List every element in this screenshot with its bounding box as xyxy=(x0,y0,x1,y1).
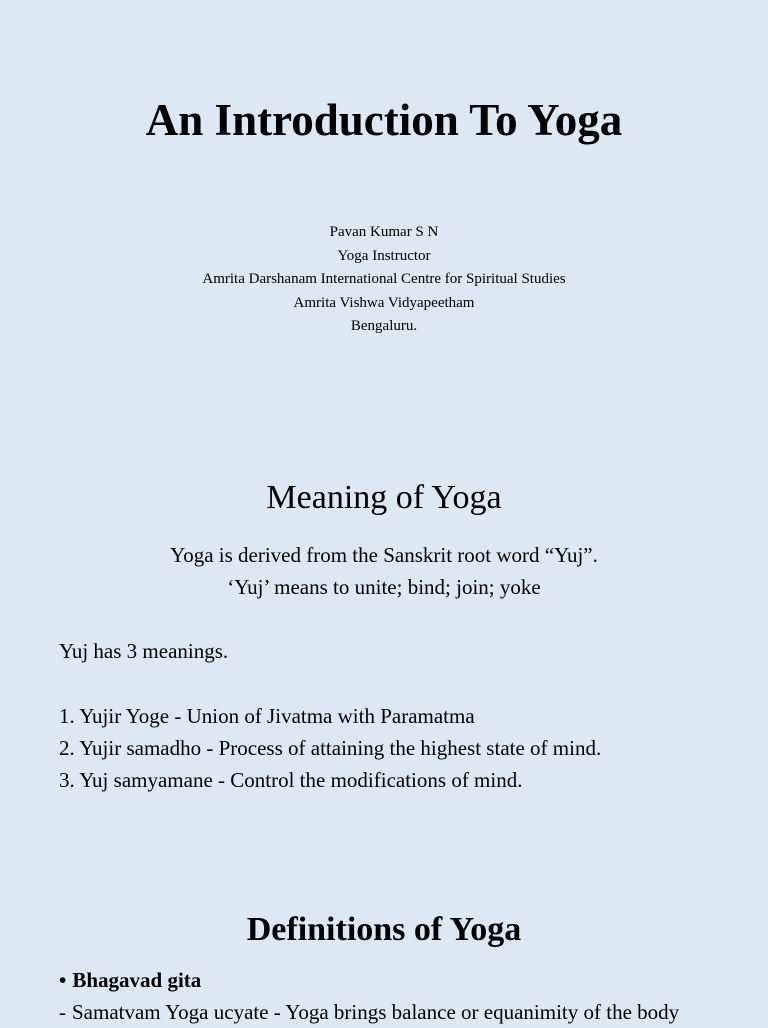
author-block xyxy=(0,221,768,339)
dash-icon: - xyxy=(59,1000,66,1024)
bullet-icon: • xyxy=(59,968,67,992)
meaning-heading: Meaning of Yoga xyxy=(266,479,502,516)
meaning-definition xyxy=(0,539,768,603)
definition-text: Samatvam Yoga ucyate - Yoga brings balance or equanimity of the body xyxy=(72,1000,680,1024)
author-name: Pavan Kumar S N xyxy=(329,224,439,240)
list-item: 2. Yujir samadho - Process of attaining the highest state of mind. xyxy=(59,736,602,760)
meanings-list xyxy=(59,700,601,796)
definition-item-text xyxy=(59,996,679,1028)
author-role: Yoga Instructor xyxy=(337,247,431,264)
definition-item-bhagavad-gita xyxy=(59,964,201,996)
yuj-intro: Yuj has 3 meanings. xyxy=(59,639,229,663)
meaning-line-2: ‘Yuj’ means to unite; bind; join; yoke xyxy=(227,575,541,599)
definition-item-title: Bhagavad gita xyxy=(72,968,202,992)
list-item: 3. Yuj samyamane - Control the modifications of mind. xyxy=(59,768,523,792)
meaning-line-1: Yoga is derived from the Sanskrit root word “Yuj”. xyxy=(170,543,598,567)
document-title: An Introduction To Yoga xyxy=(145,95,623,145)
list-item: 1. Yujir Yoge - Union of Jivatma with Paramatma xyxy=(59,704,475,728)
author-city: Bengaluru. xyxy=(350,318,418,334)
definitions-heading: Definitions of Yoga xyxy=(246,911,522,948)
author-centre: Amrita Darshanam International Centre for Spiritual Studies xyxy=(202,271,566,287)
author-university: Amrita Vishwa Vidyapeetham xyxy=(293,294,475,311)
